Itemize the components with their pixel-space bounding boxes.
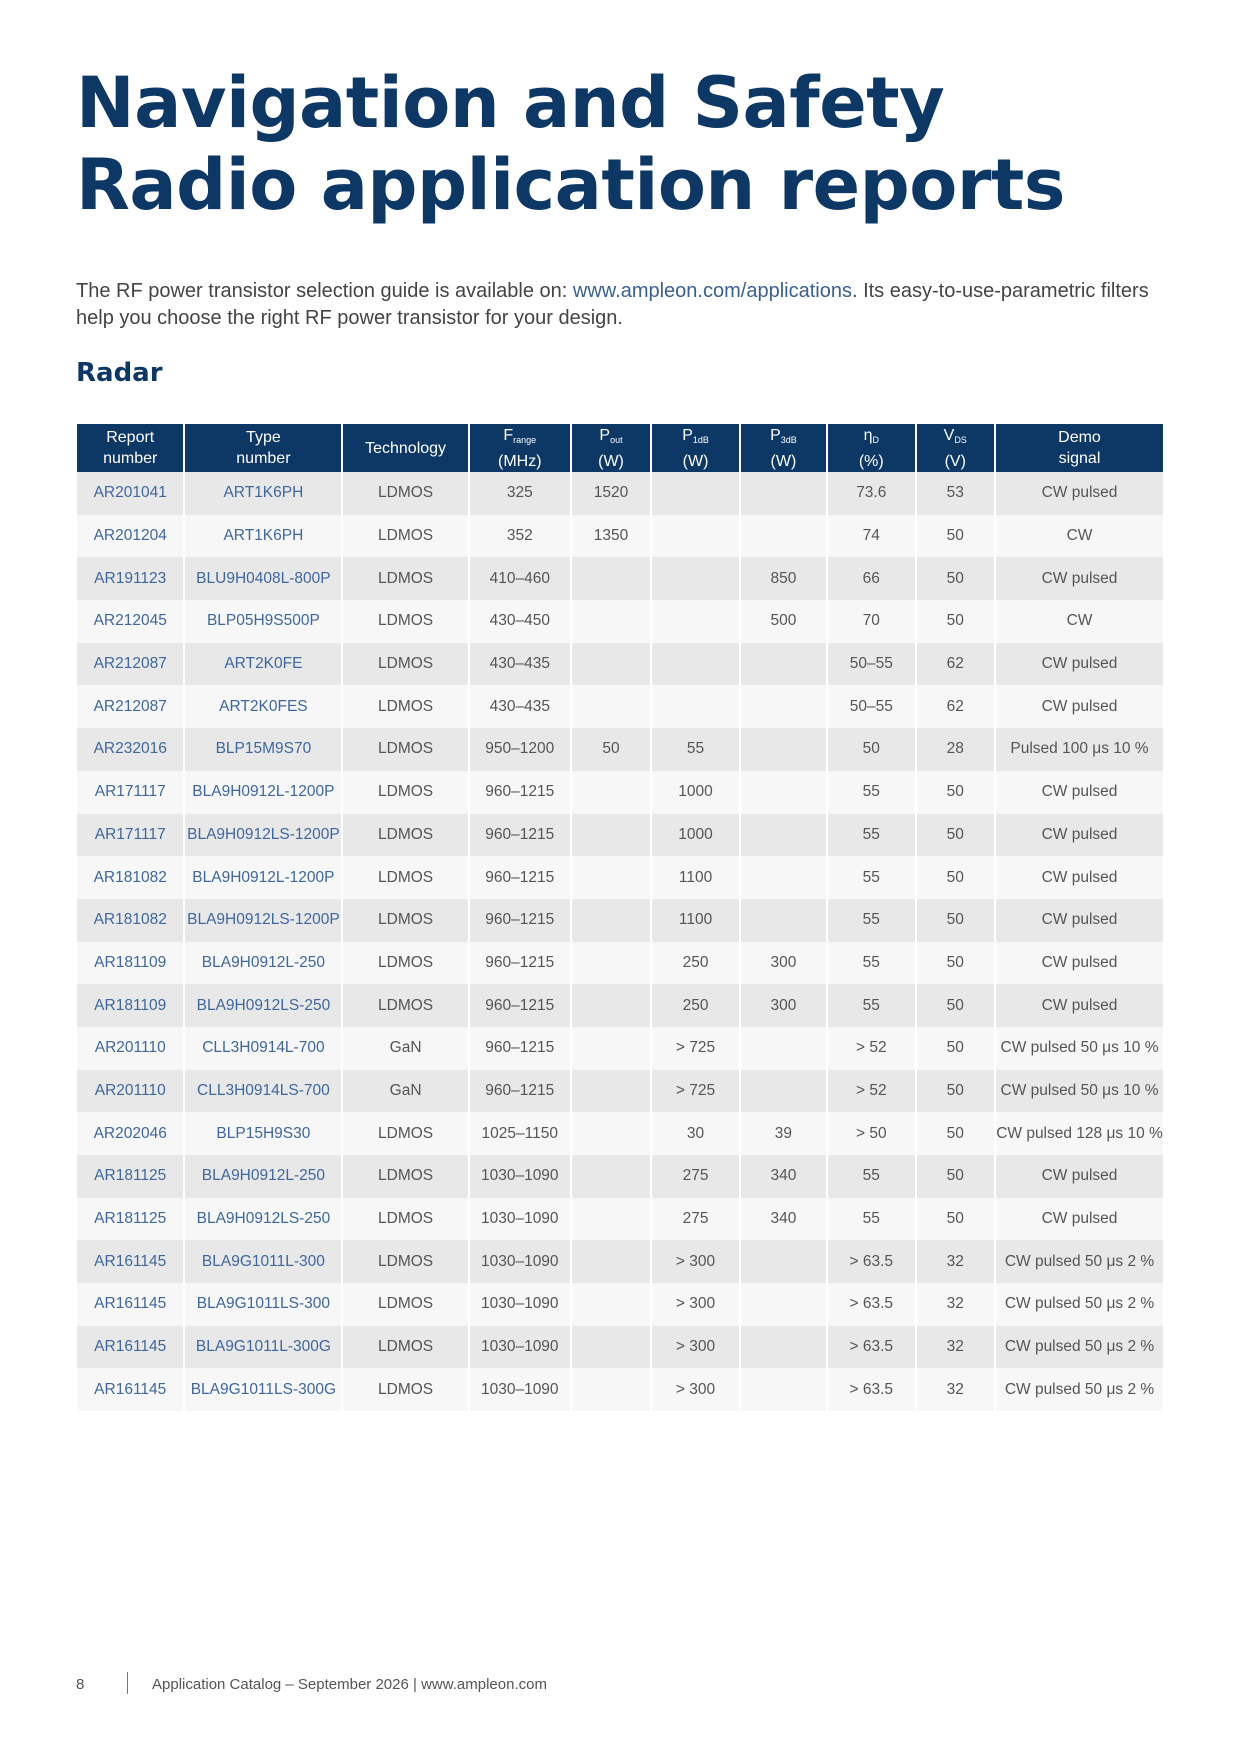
p3db-cell [740,1240,827,1283]
type-number-cell[interactable]: ART1K6PH [184,515,342,558]
p3db-cell [740,1283,827,1326]
efficiency-cell: > 63.5 [827,1368,915,1411]
table-row [77,771,1163,814]
technology-cell: LDMOS [342,899,469,942]
pout-cell: 1350 [571,515,652,558]
p3db-cell [740,472,827,515]
efficiency-cell: > 52 [827,1027,915,1070]
table-row [77,899,1163,942]
type-number-cell[interactable]: BLA9H0912LS-1200P [184,899,342,942]
p3db-cell [740,643,827,686]
p3db-cell: 500 [740,600,827,643]
footer-text: Application Catalog – September 2026 | www.ampleon.com [152,1676,547,1693]
report-number-cell[interactable]: AR202046 [77,1112,184,1155]
column-header-label: F [503,426,514,444]
report-number-cell[interactable]: AR212087 [77,685,184,728]
type-number-cell[interactable]: CLL3H0914L-700 [184,1027,342,1070]
technology-cell: LDMOS [342,1283,469,1326]
radar-table [77,424,1163,1411]
technology-cell: LDMOS [342,1112,469,1155]
p1db-cell [651,600,739,643]
p3db-cell: 39 [740,1112,827,1155]
table-body [77,472,1163,1411]
frequency-range-cell: 960–1215 [469,1027,571,1070]
efficiency-cell: 50–55 [827,685,915,728]
type-number-cell[interactable]: BLA9H0912LS-250 [184,984,342,1027]
column-header-subscript: out [610,434,623,445]
column-header-unit: (W) [770,452,797,470]
table-row [77,856,1163,899]
demo-signal-cell: CW [995,600,1163,643]
technology-cell: GaN [342,1027,469,1070]
type-number-cell[interactable]: BLA9H0912L-1200P [184,856,342,899]
efficiency-cell: 66 [827,557,915,600]
vds-cell: 50 [916,1112,995,1155]
table-row [77,643,1163,686]
p1db-cell: 1100 [651,899,739,942]
type-number-cell[interactable]: BLA9H0912L-1200P [184,771,342,814]
frequency-range-cell: 1030–1090 [469,1326,571,1369]
p3db-cell [740,1368,827,1411]
frequency-range-cell: 410–460 [469,557,571,600]
table-row [77,1368,1163,1411]
table-row [77,1240,1163,1283]
technology-cell: LDMOS [342,728,469,771]
technology-cell: LDMOS [342,856,469,899]
frequency-range-cell: 950–1200 [469,728,571,771]
p1db-cell: 1000 [651,771,739,814]
efficiency-cell: > 63.5 [827,1326,915,1369]
frequency-range-cell: 1030–1090 [469,1240,571,1283]
pout-cell [571,899,652,942]
report-number-cell[interactable]: AR181125 [77,1198,184,1241]
p3db-cell [740,1070,827,1113]
table-row [77,685,1163,728]
demo-signal-cell: CW pulsed 50 μs 2 % [995,1368,1163,1411]
efficiency-cell: > 63.5 [827,1240,915,1283]
report-number-cell[interactable]: AR201110 [77,1027,184,1070]
p1db-cell [651,685,739,728]
pout-cell [571,942,652,985]
demo-signal-cell: CW pulsed [995,1198,1163,1241]
column-header [827,424,915,472]
intro-text-before: The RF power transistor selection guide is available on: [76,280,573,302]
p3db-cell [740,515,827,558]
report-number-cell[interactable]: AR212087 [77,643,184,686]
vds-cell: 50 [916,1027,995,1070]
vds-cell: 50 [916,1198,995,1241]
report-number-cell[interactable]: AR161145 [77,1283,184,1326]
intro-paragraph [76,278,1166,332]
demo-signal-cell: CW [995,515,1163,558]
p3db-cell: 300 [740,942,827,985]
technology-cell: LDMOS [342,814,469,857]
technology-cell: GaN [342,1070,469,1113]
vds-cell: 50 [916,1155,995,1198]
efficiency-cell: 55 [827,856,915,899]
frequency-range-cell: 960–1215 [469,942,571,985]
efficiency-cell: > 50 [827,1112,915,1155]
pout-cell [571,1283,652,1326]
demo-signal-cell: CW pulsed [995,643,1163,686]
p3db-cell [740,814,827,857]
efficiency-cell: 50–55 [827,643,915,686]
demo-signal-cell: CW pulsed 50 μs 2 % [995,1283,1163,1326]
table-row [77,814,1163,857]
column-header [571,424,652,472]
type-number-cell[interactable]: BLA9G1011L-300 [184,1240,342,1283]
technology-cell: LDMOS [342,643,469,686]
column-header-label: Technology [365,439,447,457]
p1db-cell: 30 [651,1112,739,1155]
report-number-cell[interactable]: AR181082 [77,856,184,899]
column-header-label: Type [246,429,281,446]
column-header-unit: number [103,450,158,467]
vds-cell: 50 [916,942,995,985]
efficiency-cell: 55 [827,984,915,1027]
type-number-cell[interactable]: BLP05H9S500P [184,600,342,643]
table-row [77,472,1163,515]
p3db-cell: 850 [740,557,827,600]
pout-cell: 50 [571,728,652,771]
p3db-cell [740,1027,827,1070]
table-row [77,600,1163,643]
table-header-row [77,424,1163,472]
frequency-range-cell: 430–435 [469,643,571,686]
p3db-cell [740,728,827,771]
column-header [740,424,827,472]
demo-signal-cell: CW pulsed [995,771,1163,814]
report-number-cell[interactable]: AR171117 [77,814,184,857]
demo-signal-cell: CW pulsed [995,814,1163,857]
column-header-label: P [682,426,693,444]
efficiency-cell: 55 [827,942,915,985]
report-number-cell[interactable]: AR191123 [77,557,184,600]
vds-cell: 50 [916,984,995,1027]
column-header-unit: (V) [944,452,966,470]
column-header-label: η [863,426,873,444]
pout-cell [571,1155,652,1198]
type-number-cell[interactable]: BLA9H0912L-250 [184,942,342,985]
column-header [651,424,739,472]
demo-signal-cell: CW pulsed [995,856,1163,899]
table-row [77,1112,1163,1155]
technology-cell: LDMOS [342,1198,469,1241]
type-number-cell[interactable]: BLP15M9S70 [184,728,342,771]
p1db-cell: > 300 [651,1368,739,1411]
table-row [77,557,1163,600]
p1db-cell [651,643,739,686]
frequency-range-cell: 1030–1090 [469,1155,571,1198]
technology-cell: LDMOS [342,472,469,515]
column-header-subscript: range [513,434,537,445]
pout-cell [571,1112,652,1155]
p1db-cell: > 725 [651,1027,739,1070]
table-row [77,515,1163,558]
vds-cell: 32 [916,1283,995,1326]
type-number-cell[interactable]: BLU9H0408L-800P [184,557,342,600]
report-number-cell[interactable]: AR161145 [77,1368,184,1411]
demo-signal-cell: CW pulsed [995,472,1163,515]
technology-cell: LDMOS [342,1368,469,1411]
demo-signal-cell: CW pulsed 128 μs 10 % [995,1112,1163,1155]
technology-cell: LDMOS [342,1326,469,1369]
demo-signal-cell: CW pulsed [995,942,1163,985]
vds-cell: 32 [916,1326,995,1369]
vds-cell: 50 [916,814,995,857]
report-number-cell[interactable]: AR181109 [77,942,184,985]
pout-cell [571,771,652,814]
pout-cell [571,685,652,728]
type-number-cell[interactable]: BLA9G1011LS-300 [184,1283,342,1326]
column-header-unit: (W) [598,452,624,470]
p1db-cell: 275 [651,1155,739,1198]
vds-cell: 50 [916,856,995,899]
frequency-range-cell: 325 [469,472,571,515]
efficiency-cell: > 52 [827,1070,915,1113]
report-number-cell[interactable]: AR181125 [77,1155,184,1198]
vds-cell: 50 [916,771,995,814]
vds-cell: 32 [916,1368,995,1411]
pout-cell [571,643,652,686]
pout-cell [571,856,652,899]
type-number-cell[interactable]: CLL3H0914LS-700 [184,1070,342,1113]
technology-cell: LDMOS [342,685,469,728]
pout-cell [571,1027,652,1070]
frequency-range-cell: 960–1215 [469,814,571,857]
frequency-range-cell: 960–1215 [469,984,571,1027]
column-header-subscript: 1dB [692,434,709,445]
table-row [77,728,1163,771]
demo-signal-cell: CW pulsed 50 μs 2 % [995,1240,1163,1283]
frequency-range-cell: 1030–1090 [469,1283,571,1326]
column-header-subscript: DS [954,434,967,445]
vds-cell: 62 [916,685,995,728]
demo-signal-cell: CW pulsed 50 μs 10 % [995,1027,1163,1070]
column-header-subscript: 3dB [780,434,797,445]
table-row [77,984,1163,1027]
type-number-cell[interactable]: BLA9G1011L-300G [184,1326,342,1369]
table-row [77,1326,1163,1369]
frequency-range-cell: 430–435 [469,685,571,728]
column-header-unit: (MHz) [497,452,542,470]
p1db-cell: 1100 [651,856,739,899]
pout-cell [571,984,652,1027]
type-number-cell[interactable]: BLA9H0912L-250 [184,1155,342,1198]
column-header-unit: number [236,450,291,467]
efficiency-cell: 55 [827,1155,915,1198]
column-header [184,424,342,472]
p1db-cell: 250 [651,984,739,1027]
technology-cell: LDMOS [342,771,469,814]
column-header-label: P [770,426,781,444]
p3db-cell: 340 [740,1155,827,1198]
p3db-cell [740,899,827,942]
demo-signal-cell: CW pulsed 50 μs 2 % [995,1326,1163,1369]
column-header-label: P [599,426,611,444]
p1db-cell: 250 [651,942,739,985]
column-header-label: V [943,426,955,444]
column-header-subscript: D [872,434,879,445]
demo-signal-cell: CW pulsed [995,557,1163,600]
efficiency-cell: > 63.5 [827,1283,915,1326]
efficiency-cell: 70 [827,600,915,643]
efficiency-cell: 55 [827,899,915,942]
column-header-unit: signal [1058,450,1101,467]
column-header [469,424,571,472]
column-header-label: Report [106,429,155,446]
efficiency-cell: 74 [827,515,915,558]
frequency-range-cell: 430–450 [469,600,571,643]
report-number-cell[interactable]: AR201204 [77,515,184,558]
type-number-cell[interactable]: ART2K0FE [184,643,342,686]
type-number-cell[interactable]: BLA9H0912LS-250 [184,1198,342,1241]
report-number-cell[interactable]: AR171117 [77,771,184,814]
p3db-cell: 340 [740,1198,827,1241]
pout-cell [571,1070,652,1113]
demo-signal-cell: CW pulsed [995,685,1163,728]
section-title-radar: Radar [76,358,163,388]
column-header [77,424,184,472]
p1db-cell: > 300 [651,1283,739,1326]
type-number-cell[interactable]: BLP15H9S30 [184,1112,342,1155]
pout-cell [571,1368,652,1411]
technology-cell: LDMOS [342,1155,469,1198]
technology-cell: LDMOS [342,600,469,643]
p1db-cell [651,557,739,600]
vds-cell: 50 [916,1070,995,1113]
technology-cell: LDMOS [342,557,469,600]
frequency-range-cell: 1030–1090 [469,1198,571,1241]
type-number-cell[interactable]: ART1K6PH [184,472,342,515]
frequency-range-cell: 960–1215 [469,856,571,899]
table-row [77,1027,1163,1070]
table-row [77,1155,1163,1198]
pout-cell [571,1240,652,1283]
pout-cell [571,557,652,600]
report-number-cell[interactable]: AR161145 [77,1326,184,1369]
frequency-range-cell: 1030–1090 [469,1368,571,1411]
p1db-cell [651,515,739,558]
report-number-cell[interactable]: AR201110 [77,1070,184,1113]
vds-cell: 62 [916,643,995,686]
efficiency-cell: 55 [827,771,915,814]
pout-cell [571,600,652,643]
p1db-cell: > 300 [651,1326,739,1369]
footer-divider [127,1672,128,1694]
pout-cell [571,814,652,857]
report-number-cell[interactable]: AR212045 [77,600,184,643]
technology-cell: LDMOS [342,984,469,1027]
efficiency-cell: 73.6 [827,472,915,515]
demo-signal-cell: Pulsed 100 μs 10 % [995,728,1163,771]
column-header [342,424,469,472]
column-header-label: Demo [1058,429,1101,446]
frequency-range-cell: 1025–1150 [469,1112,571,1155]
p1db-cell: 1000 [651,814,739,857]
p3db-cell [740,685,827,728]
technology-cell: LDMOS [342,942,469,985]
table-row [77,1283,1163,1326]
footer-page-number: 8 [76,1676,85,1693]
p3db-cell: 300 [740,984,827,1027]
frequency-range-cell: 960–1215 [469,771,571,814]
pout-cell: 1520 [571,472,652,515]
vds-cell: 53 [916,472,995,515]
technology-cell: LDMOS [342,515,469,558]
demo-signal-cell: CW pulsed [995,1155,1163,1198]
pout-cell [571,1198,652,1241]
vds-cell: 28 [916,728,995,771]
p1db-cell: > 300 [651,1240,739,1283]
report-number-cell[interactable]: AR161145 [77,1240,184,1283]
efficiency-cell: 55 [827,814,915,857]
p1db-cell: 275 [651,1198,739,1241]
frequency-range-cell: 352 [469,515,571,558]
frequency-range-cell: 960–1215 [469,1070,571,1113]
frequency-range-cell: 960–1215 [469,899,571,942]
p3db-cell [740,1326,827,1369]
column-header [916,424,995,472]
table-row [77,1198,1163,1241]
technology-cell: LDMOS [342,1240,469,1283]
demo-signal-cell: CW pulsed [995,899,1163,942]
pout-cell [571,1326,652,1369]
intro-text-after: . Its easy-to-use-parametric filters help you choose the right RF power transistor for your design. [76,280,1149,329]
report-number-cell[interactable]: AR201041 [77,472,184,515]
column-header-unit: (W) [682,452,709,470]
page-title: Navigation and Safety Radio application reports [76,62,1065,226]
vds-cell: 50 [916,515,995,558]
demo-signal-cell: CW pulsed 50 μs 10 % [995,1070,1163,1113]
efficiency-cell: 55 [827,1198,915,1241]
column-header [995,424,1163,472]
report-number-cell[interactable]: AR232016 [77,728,184,771]
p3db-cell [740,771,827,814]
vds-cell: 50 [916,557,995,600]
vds-cell: 50 [916,600,995,643]
vds-cell: 32 [916,1240,995,1283]
table-row [77,1070,1163,1113]
type-number-cell[interactable]: ART2K0FES [184,685,342,728]
applications-link[interactable]: www.ampleon.com/applications [572,280,852,302]
type-number-cell[interactable]: BLA9H0912LS-1200P [184,814,342,857]
demo-signal-cell: CW pulsed [995,984,1163,1027]
column-header-unit: (%) [858,452,884,470]
p1db-cell: 55 [651,728,739,771]
vds-cell: 50 [916,899,995,942]
type-number-cell[interactable]: BLA9G1011LS-300G [184,1368,342,1411]
p1db-cell: > 725 [651,1070,739,1113]
p3db-cell [740,856,827,899]
table-row [77,942,1163,985]
p1db-cell [651,472,739,515]
report-number-cell[interactable]: AR181109 [77,984,184,1027]
efficiency-cell: 50 [827,728,915,771]
report-number-cell[interactable]: AR181082 [77,899,184,942]
